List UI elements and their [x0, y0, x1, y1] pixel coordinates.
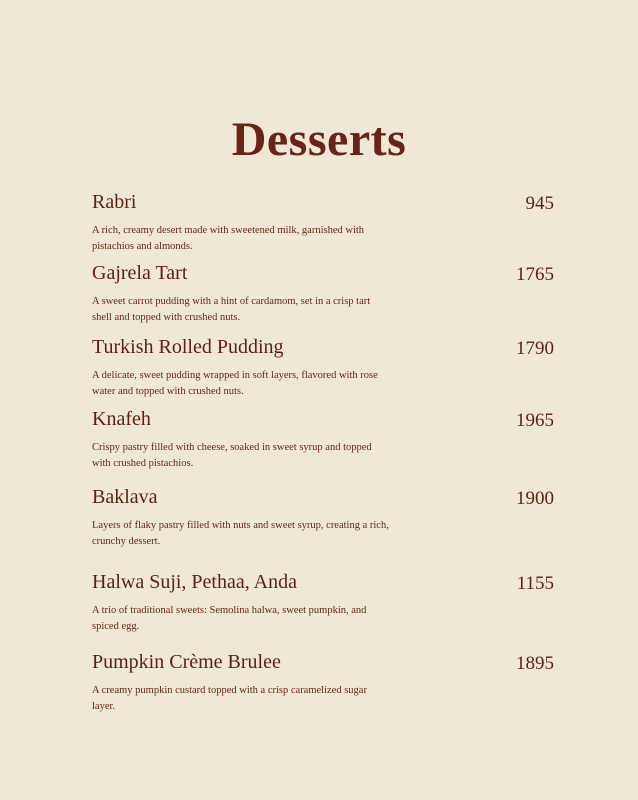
item-name: Pumpkin Crème Brulee: [92, 651, 281, 673]
item-name: Halwa Suji, Pethaa, Anda: [92, 571, 297, 593]
menu-item-halwa-suji-pethaa-anda: [92, 571, 554, 634]
menu-item-gajrela-tart: [92, 262, 554, 325]
menu-item-pumpkin-creme-brulee: [92, 651, 554, 714]
item-price: 1790: [516, 338, 554, 359]
item-description: A trio of traditional sweets: Semolina halwa, sweet pumpkin, and spiced egg.: [92, 605, 367, 632]
item-price: 945: [525, 193, 554, 214]
item-description: Layers of flaky pastry filled with nuts and sweet syrup, creating a rich, crunchy dessert.: [92, 520, 389, 547]
item-price: 1965: [516, 410, 554, 431]
item-name: Knafeh: [92, 408, 151, 430]
menu-item-turkish-rolled-pudding: [92, 336, 554, 399]
menu-item-rabri: [92, 191, 554, 254]
item-name: Baklava: [92, 486, 158, 508]
item-price: 1155: [516, 573, 554, 594]
item-price: 1900: [516, 488, 554, 509]
page-title: Desserts: [231, 113, 407, 166]
menu-item-knafeh: [92, 408, 554, 471]
item-description: A sweet carrot pudding with a hint of cardamom, set in a crisp tart shell and topped with crushed nuts.: [92, 296, 371, 323]
menu-item-baklava: [92, 486, 554, 549]
item-description: A creamy pumpkin custard topped with a crisp caramelized sugar layer.: [92, 685, 367, 712]
item-name: Turkish Rolled Pudding: [92, 336, 284, 358]
item-price: 1765: [516, 264, 554, 285]
item-name: Gajrela Tart: [92, 262, 188, 284]
item-description: A rich, creamy desert made with sweetened milk, garnished with pistachios and almonds.: [92, 225, 365, 252]
item-name: Rabri: [92, 191, 137, 213]
item-price: 1895: [516, 653, 554, 674]
item-description: A delicate, sweet pudding wrapped in soft layers, flavored with rose water and topped with crushed nuts.: [92, 370, 378, 397]
item-description: Crispy pastry filled with cheese, soaked in sweet syrup and topped with crushed pistachios.: [92, 442, 372, 469]
